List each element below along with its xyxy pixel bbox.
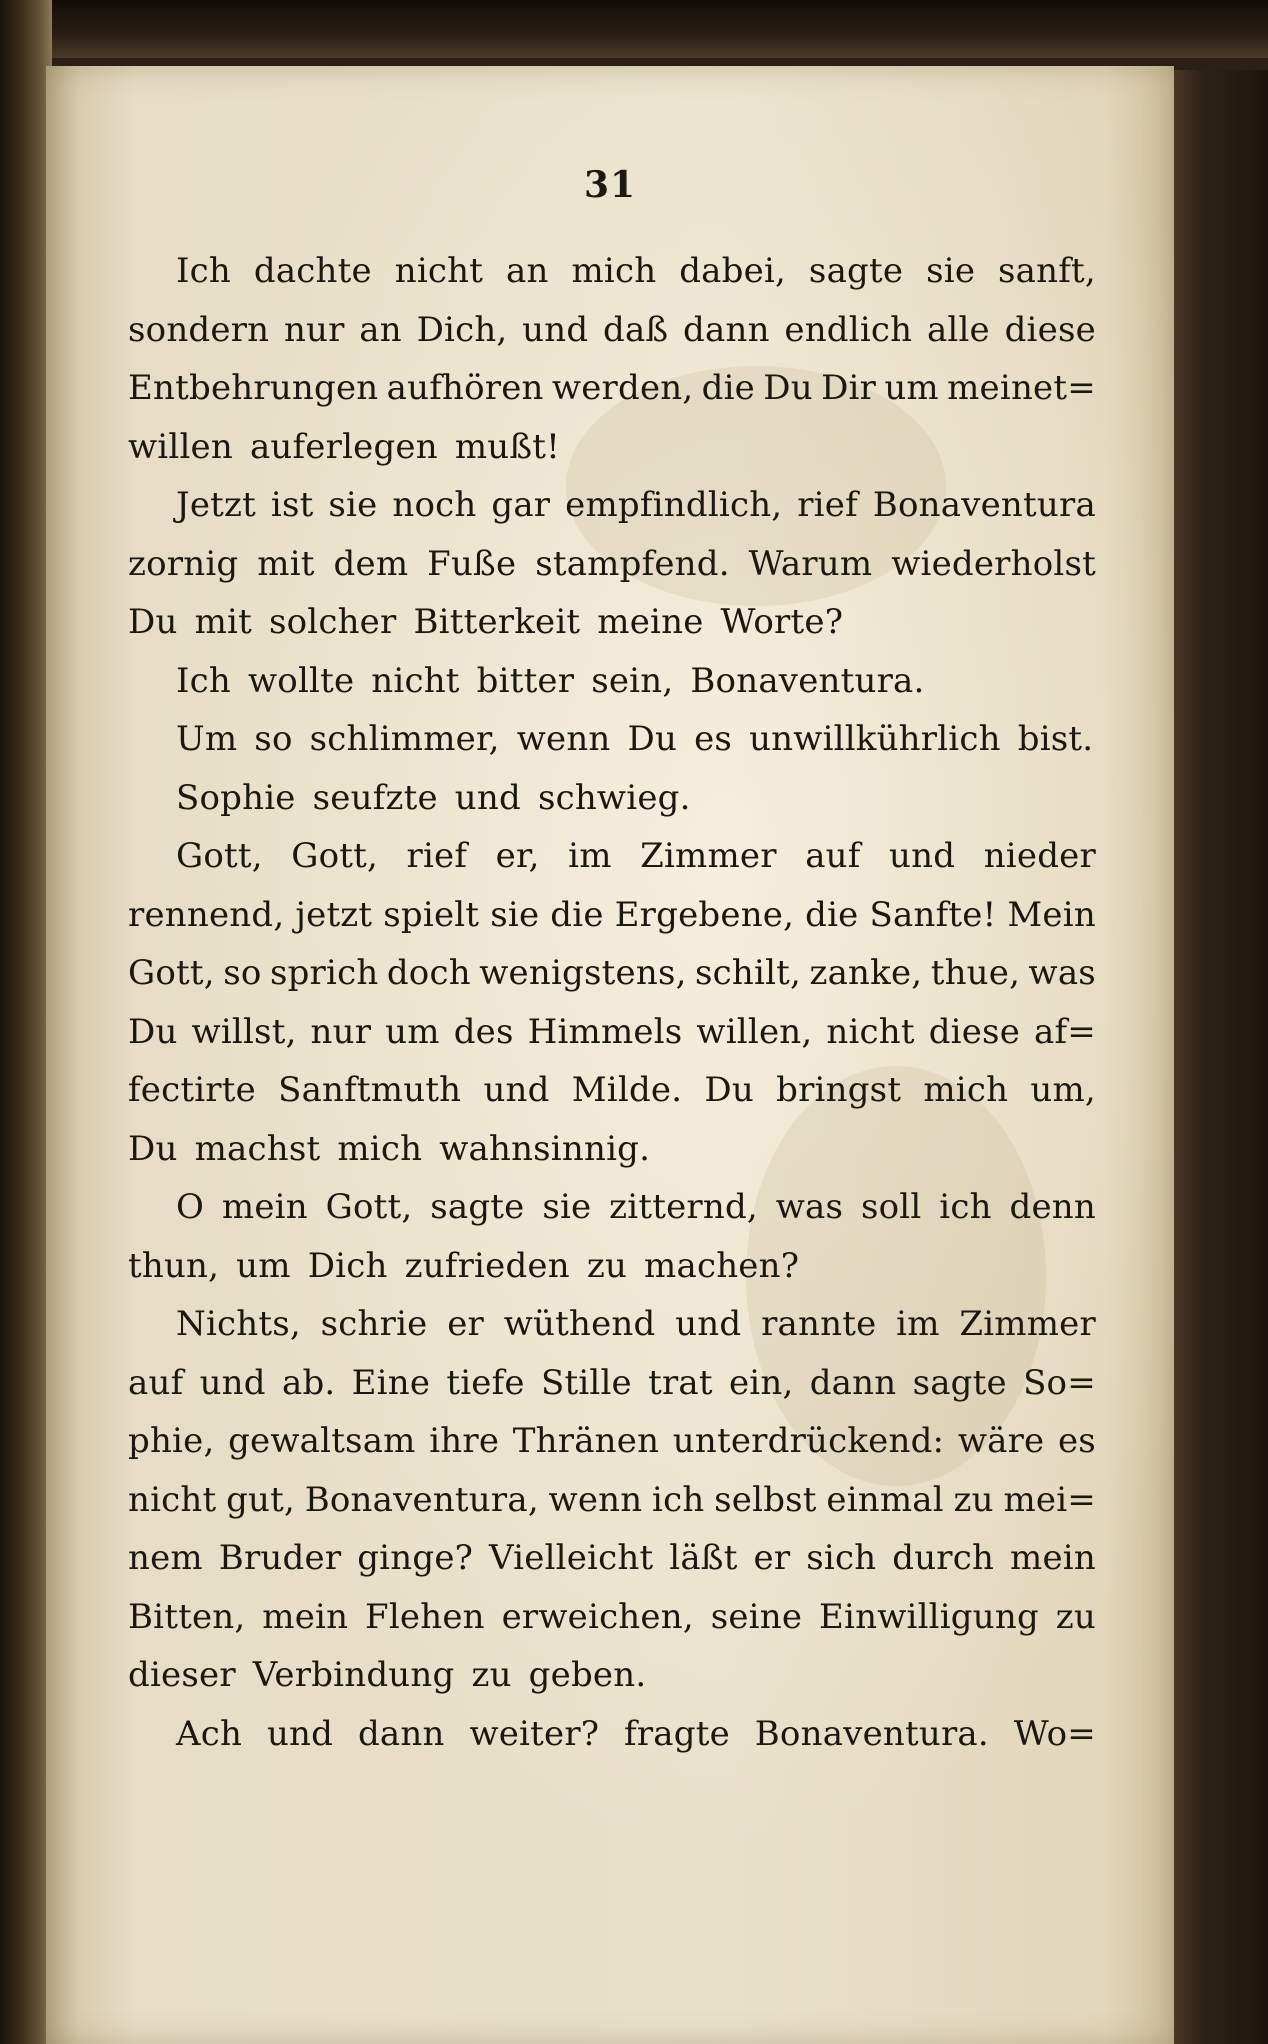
word: und — [522, 309, 589, 350]
word: mein — [262, 1596, 349, 1637]
word: mich — [923, 1070, 1009, 1110]
word: Ergebene, — [614, 894, 795, 935]
word: die — [805, 894, 859, 935]
word: einmal — [826, 1479, 944, 1520]
word: nur — [283, 309, 345, 350]
word: wäre — [957, 1421, 1045, 1461]
word: Milde. — [571, 1070, 683, 1110]
word: sprich — [269, 953, 379, 993]
word: spielt — [383, 894, 480, 935]
word: erweichen, — [501, 1596, 694, 1637]
word: Du — [763, 368, 813, 408]
text-line — [128, 1705, 1096, 1764]
word: unterdrückend: — [672, 1421, 945, 1461]
text-line — [128, 1412, 1096, 1471]
word: im — [896, 1304, 940, 1344]
word: sie — [328, 485, 378, 525]
word: dem — [333, 543, 409, 584]
word: an — [506, 251, 549, 291]
word: ich — [939, 1187, 992, 1227]
text-line — [128, 1178, 1096, 1237]
word: phie, — [128, 1421, 215, 1461]
word: sagte — [912, 1362, 1007, 1403]
word: Bonaventura, — [304, 1479, 539, 1520]
word: gewaltsam — [228, 1421, 416, 1461]
word: Fuße — [427, 543, 517, 584]
text-line: Um so schlimmer, wenn Du es unwillkührlich bist. — [176, 719, 1094, 759]
word: wenn — [548, 1479, 643, 1520]
word: ihre — [429, 1421, 500, 1461]
word: Einwilligung — [819, 1596, 1039, 1637]
word: dachte — [253, 251, 372, 291]
word: sondern — [128, 309, 270, 350]
body-text — [128, 242, 1096, 1763]
word: wenigstens, — [479, 953, 687, 993]
word: doch — [386, 953, 471, 993]
word: auf — [128, 1362, 184, 1403]
word: um — [884, 368, 939, 408]
word: Dir — [821, 368, 877, 408]
word: Bruder — [218, 1538, 342, 1578]
word: Zimmer — [640, 836, 777, 876]
page-number: 31 — [583, 164, 637, 206]
text-line: dieser Verbindung zu geben. — [128, 1655, 647, 1695]
word: rief — [406, 836, 468, 876]
word: Ich — [176, 251, 231, 291]
word: im — [568, 836, 612, 876]
word: diese — [1004, 309, 1096, 350]
word: Stille — [540, 1362, 632, 1403]
word: tiefe — [446, 1362, 525, 1403]
word: auf — [805, 836, 861, 876]
book-spine — [0, 0, 52, 2044]
word: schrie — [320, 1304, 428, 1344]
text-line — [128, 1354, 1096, 1413]
word: Du — [128, 1011, 178, 1052]
word: Wo= — [1013, 1713, 1096, 1754]
word: Gott, — [325, 1187, 413, 1227]
word: Mein — [1007, 894, 1096, 935]
word: läßt — [669, 1538, 738, 1578]
word: Eine — [351, 1362, 431, 1403]
word: Gott, — [128, 953, 215, 993]
word: nur — [310, 1011, 372, 1052]
word: nicht — [128, 1479, 217, 1520]
text-line — [128, 1588, 1096, 1647]
word: um, — [1030, 1070, 1096, 1110]
text-line — [128, 242, 1096, 301]
word: ab. — [281, 1362, 336, 1403]
text-line — [128, 1471, 1096, 1530]
word: Jetzt — [176, 485, 256, 525]
word: mein — [1010, 1538, 1096, 1578]
word: ist — [270, 485, 314, 525]
word: fragte — [624, 1713, 730, 1754]
word: sie — [926, 251, 976, 291]
word: so — [223, 953, 262, 993]
word: rannte — [761, 1304, 877, 1344]
word: rennend, — [128, 894, 285, 935]
word: denn — [1009, 1187, 1096, 1227]
text-line: Sophie seufzte und schwieg. — [176, 777, 691, 818]
word: um — [385, 1011, 440, 1052]
word: Vielleicht — [489, 1538, 654, 1578]
word: Bonaventura — [872, 485, 1096, 525]
word: ich — [652, 1479, 705, 1520]
word: meinet= — [947, 368, 1096, 408]
word: wüthend — [503, 1304, 656, 1344]
word: Himmels — [527, 1011, 683, 1052]
word: So= — [1023, 1362, 1096, 1403]
word: durch — [892, 1538, 995, 1578]
word: werden, — [551, 368, 694, 408]
word: nieder — [983, 836, 1096, 876]
word: Thränen — [512, 1421, 660, 1461]
word: rief — [797, 485, 858, 525]
word: ein, — [728, 1362, 794, 1403]
text-line: Ich wollte nicht bitter sein, Bonaventura. — [176, 660, 925, 701]
word: jetzt — [295, 894, 373, 935]
word: bringst — [776, 1070, 902, 1110]
word: die — [701, 368, 755, 408]
word: nicht — [394, 251, 484, 291]
word: selbst — [714, 1479, 817, 1520]
word: er — [447, 1304, 484, 1344]
word: sagte — [430, 1187, 525, 1227]
word: alle — [926, 309, 990, 350]
word: zu — [953, 1479, 994, 1520]
word: Gott, — [291, 836, 379, 876]
word: Du — [704, 1070, 754, 1110]
text-line — [128, 301, 1096, 360]
word: nicht — [826, 1011, 915, 1052]
text-line — [128, 359, 1096, 418]
word: er — [753, 1538, 791, 1578]
word: was — [1028, 953, 1096, 993]
text-line: Du mit solcher Bitterkeit meine Worte? — [128, 602, 844, 642]
word: an — [359, 309, 402, 350]
word: gut, — [226, 1479, 295, 1520]
word: gar — [491, 485, 551, 525]
word: zu — [1055, 1596, 1096, 1637]
text-line — [128, 886, 1096, 945]
word: aufhören — [386, 368, 544, 408]
word: mein — [221, 1187, 308, 1227]
text-line: willen auferlegen mußt! — [128, 426, 561, 467]
word: thue, — [930, 953, 1021, 993]
word: willen, — [696, 1011, 813, 1052]
text-line — [128, 1529, 1096, 1588]
word: mit — [257, 543, 315, 584]
text-line — [128, 1061, 1096, 1120]
word: was — [775, 1187, 844, 1227]
word: Sanftmuth — [278, 1070, 462, 1110]
word: Flehen — [365, 1596, 485, 1637]
text-line — [128, 1003, 1096, 1062]
word: und — [889, 836, 956, 876]
word: Ach — [176, 1713, 243, 1754]
word: Gott, — [176, 836, 263, 876]
text-line: Du machst mich wahnsinnig. — [128, 1128, 651, 1169]
word: mei= — [1003, 1479, 1096, 1520]
word: dann — [683, 309, 770, 350]
word: dann — [357, 1713, 445, 1754]
word: O — [176, 1187, 205, 1227]
word: Entbehrungen — [128, 368, 379, 408]
word: die — [550, 894, 604, 935]
word: Zimmer — [959, 1304, 1096, 1344]
book-page — [46, 66, 1174, 2044]
word: sagte — [808, 251, 904, 291]
word: af= — [1034, 1011, 1096, 1052]
word: und — [675, 1304, 742, 1344]
text-line — [128, 476, 1096, 535]
word: er, — [495, 836, 540, 876]
word: es — [1057, 1421, 1096, 1461]
word: Bitten, — [128, 1596, 246, 1637]
word: nem — [128, 1538, 203, 1578]
word: stampfend. — [535, 543, 730, 584]
word: diese — [928, 1011, 1021, 1052]
word: zitternd, — [609, 1187, 758, 1227]
word: und — [483, 1070, 550, 1110]
word: seine — [710, 1596, 803, 1637]
word: fectirte — [128, 1070, 256, 1110]
word: des — [453, 1011, 514, 1052]
word: sie — [490, 894, 540, 935]
word: Dich, — [416, 309, 508, 350]
word: soll — [860, 1187, 922, 1227]
word: schilt, — [695, 953, 802, 993]
book-cover-right-edge — [1174, 70, 1268, 2044]
word: zornig — [128, 543, 239, 584]
word: sich — [806, 1538, 877, 1578]
word: endlich — [784, 309, 913, 350]
text-line — [128, 1295, 1096, 1354]
text-line — [128, 535, 1096, 594]
word: Warum — [748, 543, 873, 584]
word: sanft, — [998, 251, 1096, 291]
word: trat — [648, 1362, 713, 1403]
text-line: thun, um Dich zufrieden zu machen? — [128, 1245, 800, 1286]
word: willst, — [191, 1011, 297, 1052]
word: noch — [392, 485, 477, 525]
book-cover-top-edge — [0, 0, 1268, 58]
word: Sanfte! — [869, 894, 997, 935]
word: und — [199, 1362, 266, 1403]
word: mich — [571, 251, 657, 291]
word: weiter? — [469, 1713, 600, 1754]
word: Bonaventura. — [754, 1713, 989, 1754]
word: empfindlich, — [565, 485, 783, 525]
word: Nichts, — [176, 1304, 301, 1344]
word: dabei, — [679, 251, 787, 291]
text-line — [128, 944, 1096, 1003]
word: dann — [809, 1362, 897, 1403]
word: und — [266, 1713, 334, 1754]
word: sie — [542, 1187, 592, 1227]
word: wiederholst — [891, 543, 1096, 584]
word: daß — [603, 309, 669, 350]
word: ginge? — [357, 1538, 474, 1578]
text-line — [128, 827, 1096, 886]
word: zanke, — [809, 953, 923, 993]
